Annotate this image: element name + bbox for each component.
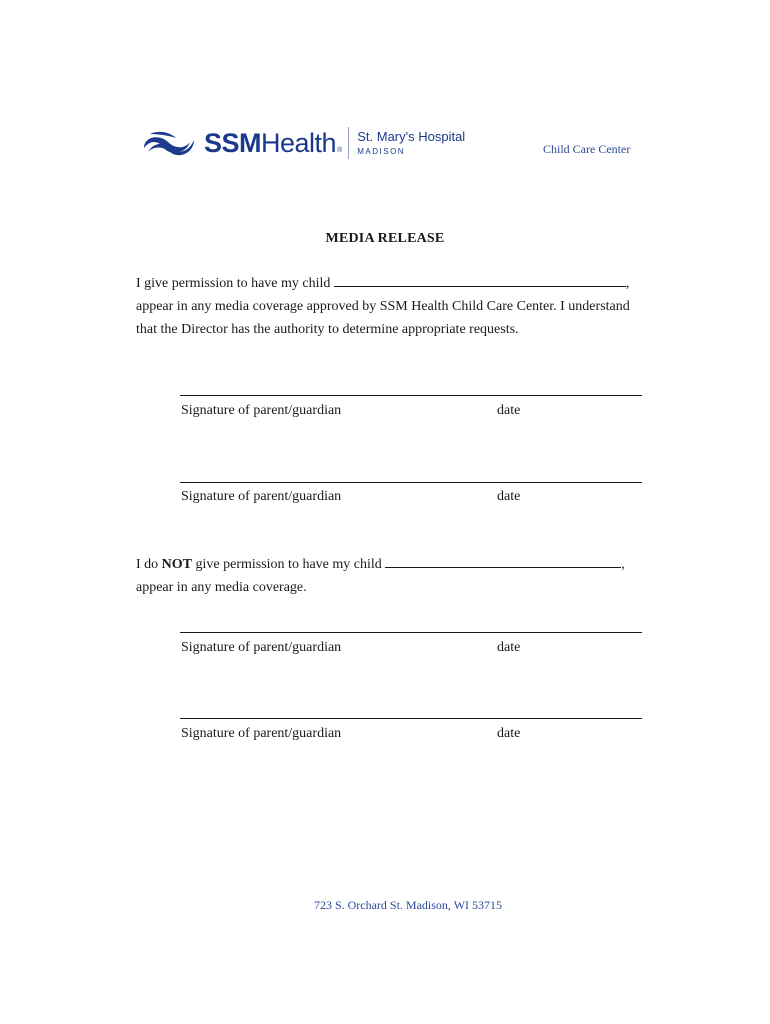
signature-line-1[interactable] bbox=[180, 395, 642, 396]
footer-address: 723 S. Orchard St. Madison, WI 53715 bbox=[313, 898, 503, 912]
signature-label-2: Signature of parent/guardian bbox=[181, 489, 342, 504]
date-label-3: date bbox=[497, 640, 521, 655]
permission-suffix: , bbox=[625, 276, 630, 291]
signature-label-1: Signature of parent/guardian bbox=[181, 403, 342, 418]
signature-line-3[interactable] bbox=[180, 632, 642, 633]
ssm-logo-mark-icon bbox=[140, 128, 198, 158]
no-permission-emphasis: NOT bbox=[161, 557, 193, 572]
signature-label-3: Signature of parent/guardian bbox=[181, 640, 342, 655]
hospital-name: St. Mary's Hospital bbox=[357, 129, 466, 144]
hospital-city: MADISON bbox=[357, 147, 406, 156]
child-name-blank-field-2[interactable] bbox=[385, 555, 621, 568]
logo-divider bbox=[348, 127, 349, 159]
signature-line-2[interactable] bbox=[180, 482, 642, 483]
permission-line-2: appear in any media coverage approved by SSM Health Child Care Center. I understand bbox=[136, 299, 630, 314]
permission-text: I give permission to have my child bbox=[136, 276, 331, 291]
page-title: MEDIA RELEASE bbox=[325, 231, 445, 246]
ssm-health-logo bbox=[140, 126, 465, 160]
logo-brand-regular: Health bbox=[261, 128, 337, 158]
date-label-1: date bbox=[497, 403, 521, 418]
permission-line-3: that the Director has the authority to determine appropriate requests. bbox=[136, 322, 519, 337]
no-permission-suffix: , bbox=[621, 557, 625, 572]
header-center-label: Child Care Center bbox=[543, 142, 631, 156]
date-label-4: date bbox=[497, 726, 521, 741]
signature-line-4[interactable] bbox=[180, 718, 642, 719]
signature-label-4: Signature of parent/guardian bbox=[181, 726, 342, 741]
no-permission-text: give permission to have my child bbox=[192, 557, 382, 572]
no-permission-line-2: appear in any media coverage. bbox=[136, 580, 307, 595]
child-name-blank-field[interactable] bbox=[334, 274, 626, 287]
date-label-2: date bbox=[497, 489, 521, 504]
no-permission-line-1 bbox=[136, 553, 625, 576]
permission-line-1 bbox=[136, 272, 629, 295]
logo-brand-bold: SSM bbox=[204, 128, 262, 158]
logo-hospital-block bbox=[357, 129, 465, 157]
logo-registered-mark: ® bbox=[337, 147, 343, 154]
no-permission-prefix: I do bbox=[136, 557, 162, 572]
